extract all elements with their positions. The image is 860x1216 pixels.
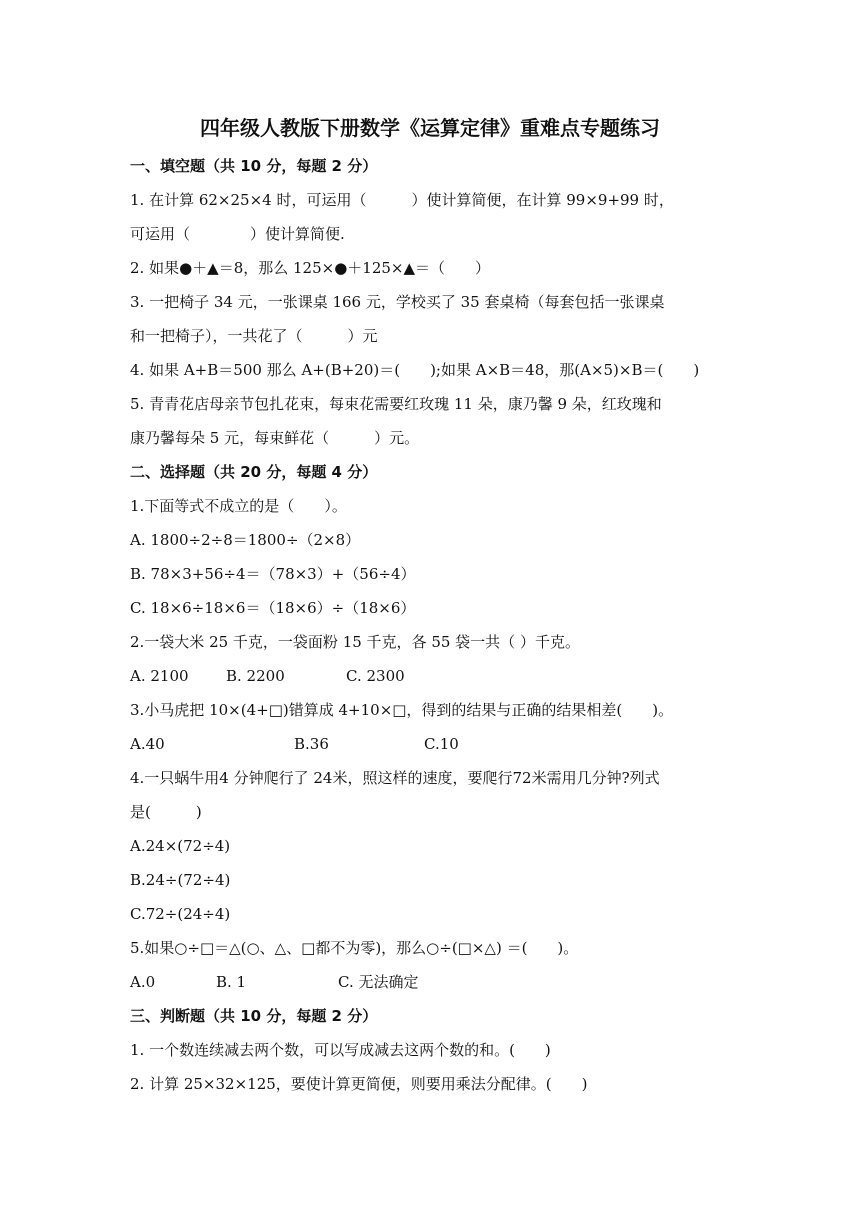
question-2-5-option-b: B. 1 <box>216 973 247 991</box>
question-2-4-option-c: C.72÷(24÷4) <box>130 905 231 923</box>
question-2-2-option-a: A. 2100 <box>130 667 189 685</box>
question-2-1-option-a: A. 1800÷2÷8＝1800÷（2×8） <box>130 531 361 549</box>
question-3-2: 2. 计算 25×32×125，要使计算更简便，则要用乘法分配律。( ) <box>130 1075 588 1093</box>
question-1-4: 4. 如果 A+B＝500 那么 A+(B+20)＝( );如果 A×B＝48，那(A×5)×B＝( ) <box>130 361 700 379</box>
question-2-2-option-c: C. 2300 <box>346 667 405 685</box>
question-3-1: 1. 一个数连续减去两个数，可以写成减去这两个数的和。( ) <box>130 1041 551 1059</box>
question-1-5-line-2: 康乃馨每朵 5 元，每束鲜花（ ）元。 <box>130 429 420 447</box>
page-title: 四年级人教版下册数学《运算定律》重难点专题练习 <box>200 116 660 140</box>
question-1-1-line-2: 可运用（ ）使计算简便. <box>130 225 345 243</box>
question-2-4-line-1: 4.一只蜗牛用4 分钟爬行了 24米，照这样的速度，要爬行72米需用几分钟?列式 <box>130 769 660 787</box>
question-2-2-option-b: B. 2200 <box>226 667 285 685</box>
question-2-5-option-a: A.0 <box>130 973 156 991</box>
question-2-2-options <box>130 666 405 686</box>
question-1-3-line-1: 3. 一把椅子 34 元，一张课桌 166 元，学校买了 35 套桌椅（每套包括一张课桌 <box>130 293 665 311</box>
question-2-3-option-a: A.40 <box>130 735 165 753</box>
question-1-2: 2. 如果●＋▲＝8，那么 125×●＋125×▲＝（ ） <box>130 259 491 277</box>
question-2-4-option-a: A.24×(72÷4) <box>130 837 231 855</box>
question-2-5: 5.如果○÷□＝△(○、△、□都不为零)，那么○÷(□×△) ＝( )。 <box>130 939 579 957</box>
section-heading-multiple-choice: 二、选择题（共 20 分，每题 4 分） <box>130 463 378 481</box>
question-2-3: 3.小马虎把 10×(4+□)错算成 4+10×□，得到的结果与正确的结果相差( )。 <box>130 701 674 719</box>
question-2-4-option-b: B.24÷(72÷4) <box>130 871 231 889</box>
question-2-3-option-c: C.10 <box>424 735 459 753</box>
question-2-3-options <box>130 734 459 754</box>
question-2-2: 2.一袋大米 25 千克，一袋面粉 15 千克，各 55 袋一共（ ）千克。 <box>130 633 580 651</box>
question-2-3-option-b: B.36 <box>294 735 329 753</box>
question-2-5-option-c: C. 无法确定 <box>338 973 419 991</box>
question-1-3-line-2: 和一把椅子），一共花了（ ）元 <box>130 327 378 345</box>
worksheet-page <box>130 0 750 1216</box>
question-2-4-line-2: 是( ) <box>130 803 202 821</box>
question-1-5-line-1: 5. 青青花店母亲节包扎花束，每束花需要红玫瑰 11 朵，康乃馨 9 朵，红玫瑰和 <box>130 395 662 413</box>
question-1-1-line-1: 1. 在计算 62×25×4 时，可运用（ ）使计算简便，在计算 99×9+99 时， <box>130 191 674 209</box>
question-2-1-option-c: C. 18×6÷18×6＝（18×6）÷（18×6） <box>130 599 416 617</box>
section-heading-true-false: 三、判断题（共 10 分，每题 2 分） <box>130 1007 378 1025</box>
question-2-5-options <box>130 972 418 992</box>
question-2-1: 1.下面等式不成立的是（ ）。 <box>130 497 347 515</box>
section-heading-fill-in: 一、填空题（共 10 分，每题 2 分） <box>130 157 378 175</box>
question-2-1-option-b: B. 78×3+56÷4＝（78×3）+（56÷4） <box>130 565 416 583</box>
